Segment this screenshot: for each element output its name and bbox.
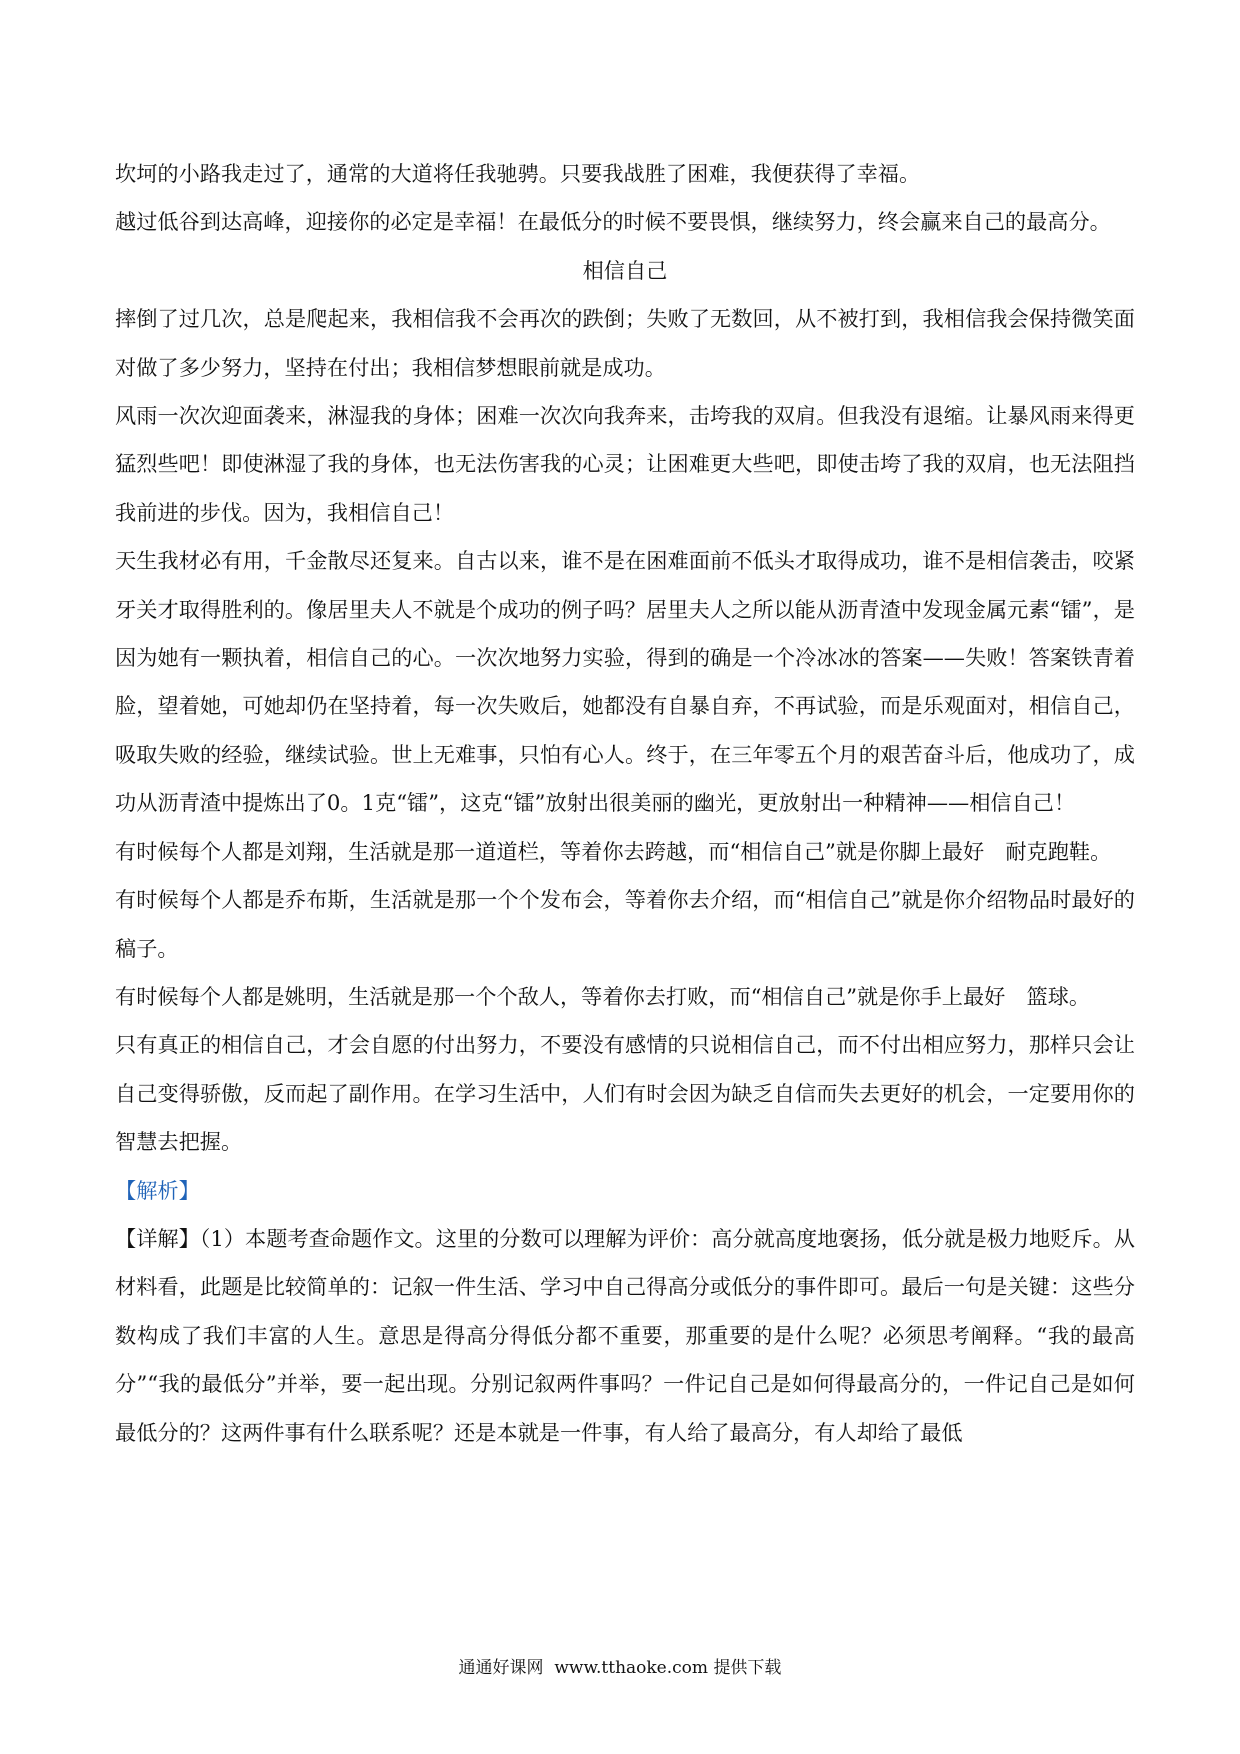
page-footer: [0, 1656, 1240, 1680]
detail-paragraph: [115, 1215, 1135, 1457]
detail-text: （1）本题考查命题作文。这里的分数可以理解为评价：高分就高度地褒扬，低分就是极力地贬斥。从材料看，此题是比较简单的：记叙一件生活、学习中自己得高分或低分的事件即可。最后一句是关键：这些分数构成了我们丰富的人生。意思是得高分得低分都不重要，那重要的是什么呢？必须思考阐释。“我的最高分”“我的最低分”并举，要一起出现。分别记叙两件事吗？一件记自己是如何得最高分的，一件记自己是如何最低分的？这两件事有什么联系呢？还是本就是一件事，有人给了最高分，有人却给了最低: [115, 1225, 1135, 1445]
document-body: [115, 150, 1135, 1457]
essay-paragraph-2: 风雨一次次迎面袭来，淋湿我的身体；困难一次次向我奔来，击垮我的双肩。但我没有退缩。让暴风雨来得更猛烈些吧！即使淋湿了我的身体，也无法伤害我的心灵；让困难更大些吧，即使击垮了我的双肩，也无法阻挡我前进的步伐。因为，我相信自己！: [115, 403, 1135, 525]
essay-title: 相信自己: [582, 257, 668, 283]
essay-paragraph-4: 有时候每个人都是刘翔，生活就是那一道道栏，等着你去跨越，而“相信自己”就是你脚上最好 耐克跑鞋。: [115, 838, 1112, 864]
paragraph-intro-1: 坎坷的小路我走过了，通常的大道将任我驰骋。只要我战胜了困难，我便获得了幸福。: [115, 161, 921, 186]
essay-paragraph-3: 天生我材必有用，千金散尽还复来。自古以来，谁不是在困难面前不低头才取得成功，谁不是相信袭击，咬紧牙关才取得胜利的。像居里夫人不就是个成功的例子吗？居里夫人之所以能从沥青渣中发现金属元素“镭”，是因为她有一颗执着，相信自己的心。一次次地努力实验，得到的确是一个冷冰冰的答案——失败！答案铁青着脸，望着她，可她却仍在坚持着，每一次失败后，她都没有自暴自弃，不再试验，而是乐观面对，相信自己，吸取失败的经验，继续试验。世上无难事，只怕有心人。终于，在三年零五个月的艰苦奋斗后，他成功了，成功从沥青渣中提炼出了0。1克“镭”，这克“镭”放射出很美丽的幽光，更放射出一种精神——相信自己！: [115, 548, 1135, 816]
footer-site-name: 通通好课网: [458, 1658, 544, 1678]
essay-paragraph-6: 有时候每个人都是姚明，生活就是那一个个敌人，等着你去打败，而“相信自己”就是你手上最好 篮球。: [115, 983, 1091, 1009]
detail-tag: 【详解】: [115, 1225, 200, 1251]
essay-paragraph-5: 有时候每个人都是乔布斯，生活就是那一个个发布会，等着你去介绍，而“相信自己”就是你介绍物品时最好的稿子。: [115, 887, 1135, 961]
analysis-label: 【解析】: [115, 1177, 200, 1203]
paragraph-intro-2: 越过低谷到达高峰，迎接你的必定是幸福！在最低分的时候不要畏惧，继续努力，终会赢来自己的最高分。: [115, 209, 1111, 235]
essay-paragraph-7: 只有真正的相信自己，才会自愿的付出努力，不要没有感情的只说相信自己，而不付出相应努力，那样只会让自己变得骄傲，反而起了副作用。在学习生活中，人们有时会因为缺乏自信而失去更好的机会，一定要用你的智慧去把握。: [115, 1032, 1135, 1155]
footer-suffix: 提供下载: [713, 1658, 782, 1678]
essay-paragraph-1: 摔倒了过几次，总是爬起来，我相信我不会再次的跌倒；失败了无数回，从不被打到，我相信我会保持微笑面对做了多少努力，坚持在付出；我相信梦想眼前就是成功。: [115, 306, 1135, 380]
footer-url[interactable]: www.tthaoke.com: [554, 1658, 709, 1678]
